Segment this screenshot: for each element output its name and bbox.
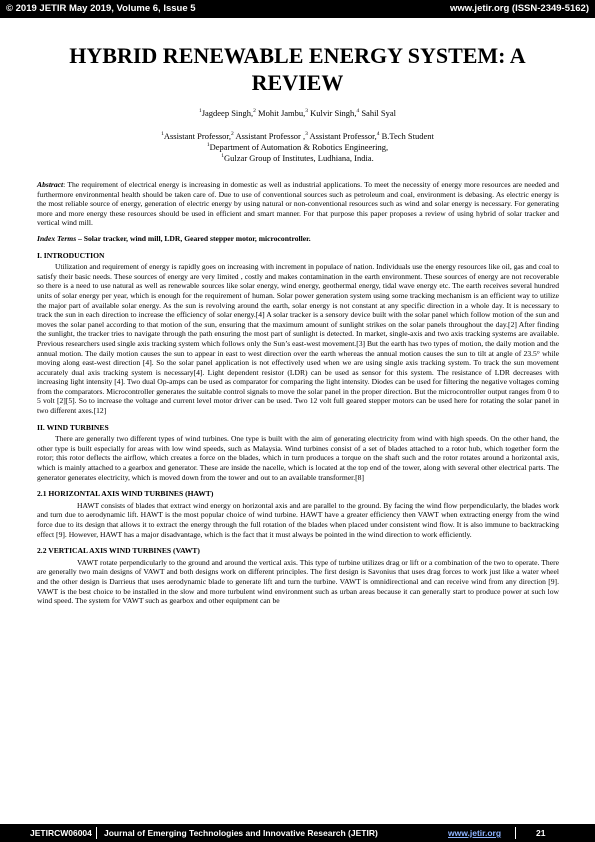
section-heading-vawt: 2.2 VERTICAL AXIS WIND TURBINES (VAWT) xyxy=(37,546,200,556)
abstract-label: Abstract xyxy=(37,180,64,189)
affiliation-marker: 1 xyxy=(161,131,164,138)
abstract: Abstract: The requirement of electrical energy is increasing in domestic as well as industrial applications. To meet the necessity of energy more resources are needed and furthermore environmental health should be taken care of. Due to use of conventional sources such as petroleum and coal, environment is debasing. As electric energy is the most reliable source of energy, generation of electric energy by using natural or non-conventional resources such as wind and solar energy is necessary. For generating more and more energy these resources should be used in efficient and smart manner. For that purpose this paper proposes a review of using hybrid of solar tracker and vertical wind mill. xyxy=(37,180,559,228)
affiliation-marker: 3 xyxy=(305,131,308,138)
section-heading-hawt: 2.1 HORIZONTAL AXIS WIND TURBINES (HAWT) xyxy=(37,489,214,499)
section-text-hawt: HAWT consists of blades that extract wind energy on horizontal axis and are parallel to the ground. By facing the wind flow perpendicularly, the blades work and turn due to aerodynamic lift. HAWT is the most popular choice of wind turbine. HAWT have a greater efficiency then VAWT when extracting energy from the wind force due to its design that allows it to extract the energy through the full rotation of the blades when placed under consistent wind flow. It is also immune to backtracking effect [9]. However, HAWT has a major disadvantage, which is the fact that it must always be pointed in the wind direction to work efficiently. xyxy=(37,500,559,539)
index-terms xyxy=(37,234,559,244)
page-number: 21 xyxy=(536,828,546,838)
index-terms-text: Solar tracker, wind mill, LDR, Geared stepper motor, microcontroller. xyxy=(83,233,311,243)
author-position: Assistant Professor xyxy=(233,131,303,141)
page-footer-bar xyxy=(0,824,595,842)
abstract-text: The requirement of electrical energy is increasing in domestic as well as industrial applications. To meet the necessity of energy more resources are needed and furthermore environmental health should be taken care of. Due to use of conventional sources such as petroleum and coal, environment is debasing. As electric energy is the most reliable source of energy, generation of electric energy by using natural or non-conventional resources such as wind and solar energy is necessary. For generating more and more energy these resources should be used in efficient and smart manner. For that purpose this paper proposes a review of using hybrid of solar tracker and vertical wind mill. xyxy=(37,180,559,228)
paper-title xyxy=(40,42,555,96)
footer-journal-name: Journal of Emerging Technologies and Innovative Research (JETIR) xyxy=(104,828,378,838)
header-journal-site: www.jetir.org (ISSN-2349-5162) xyxy=(449,3,589,14)
author-name: Kulvir Singh xyxy=(308,108,355,118)
section-text-vawt: VAWT rotate perpendicularly to the ground and around the vertical axis. This type of turbine utilizes drag or lift or a combination of the two to operate. There are generally two main designs of VAWT and both designs work on different principles. The first design is Savonius that uses drag forces to work just like a water wheel and the other design is Darrieus that uses aerodynamic blade to generate lift and turn the turbine. VAWT is omnidirectional and can receive wind from any direction [9]. VAWT is the best choice to be installed in the slow and more turbulent wind environment such as urban areas because it can generally start to produce power at such low wind speed. The system for VAWT such as gearbox and other equipment can be xyxy=(37,557,559,606)
paper-title-line1: HYBRID RENEWABLE ENERGY SYSTEM: A xyxy=(69,43,526,68)
section-heading-wind-turbines: II. WIND TURBINES xyxy=(37,422,109,432)
footer-paper-code: JETIRCW06004 xyxy=(30,828,92,838)
affiliation-marker: 1 xyxy=(198,108,202,115)
affiliation-marker: 2 xyxy=(231,131,234,138)
affiliation-marker: 2 xyxy=(253,108,256,115)
paper-body xyxy=(37,180,559,606)
footer-separator xyxy=(96,827,97,839)
author-position: Assistant Professor xyxy=(163,131,229,141)
section-text-wind-turbines: There are generally two different types of wind turbines. One type is built with the aim of generating electricity from wind with high speeds. On the other hand, the other type is built especially for areas with low wind speeds, such as Malaysia. Wind turbines consist of a set of blades attached to a rotor hub, which together form the rotor; this rotor deflects the airflow, which creates a force on the blades, which in turn produces a torque on the shaft such and the rotor rotates around a horizontal axis, which is mainly attached to a gearbox and generator. These are inside the nacelle, which is located at the top end of the tower, along with several other electrical parts. The generator generates electricity, which is moved down from the tower and out to an available transformer.[8] xyxy=(37,434,559,482)
section-heading-introduction: I. INTRODUCTION xyxy=(37,250,105,260)
paper-title-line2: REVIEW xyxy=(251,70,344,95)
author-institution: $^1$Gulzar Group of Institutes, Ludhiana, India. xyxy=(221,153,374,163)
author-position: B.Tech Student xyxy=(379,131,434,141)
author-positions: $^1$Assistant Professor,$^2$ Assistant Professor ,$^3$ Assistant Professor,$^4$ B.Tech Student xyxy=(161,131,434,141)
author-department: $^1$Department of Automation & Robotics Engineering, xyxy=(206,142,389,152)
institution-text: Gulzar Group of Institutes, Ludhiana, India. xyxy=(224,153,374,163)
affiliation-marker: 4 xyxy=(356,108,360,115)
page-header-bar xyxy=(0,0,595,18)
author-position: Assistant Professor xyxy=(307,131,375,141)
footer-journal-link[interactable]: www.jetir.org xyxy=(448,828,502,838)
index-terms-label: Index Terms – xyxy=(37,233,82,243)
footer-separator xyxy=(515,827,516,839)
header-issue-info: © 2019 JETIR May 2019, Volume 6, Issue 5 xyxy=(6,3,196,14)
affiliation-marker: 4 xyxy=(376,131,380,138)
author-name: Mohit Jambu xyxy=(255,108,304,118)
author-name: Jagdeep Singh xyxy=(201,108,252,118)
department-text: Department of Automation & Robotics Engineering, xyxy=(209,142,389,152)
author-list: $^1$Jagdeep Singh,$^2$ Mohit Jambu,$^3$ Kulvir Singh,$^4$ Sahil Syal xyxy=(198,108,397,118)
section-text-introduction: Utilization and requirement of energy is rapidly goes on increasing with increment in populace of nation. Individuals use the energy resources like oil, gas and coal to satisfy their basic needs. These sources of energy are very limited , costly and makes contamination in the earth environment. These sources of energy are not recoverable so there is a need to use natural as well as renewable sources like solar energy, wind energy, geothermal energy, tidal wave energy etc. The earth receives several hundred units of solar energy per year, which is enough for the requirement of human. Solar power generation system using some tracking mechanism is an efficient way to utilize the major part of available solar energy. As the sun is revolving around the earth, solar energy is not constant at any specific direction in a whole day. It is necessary to track the sun in each direction to increase the efficiency of solar energy.[4] A solar tracker is a sensory device built with the solar panel which follow motion of the sun and moves the solar panel according to that motion of the sun, ensuring that the maximum amount of sunlight strikes on the solar panels throughout the day.[2] After finding the sunlight, the tracker tries to navigate through the path ensuring the most part of sunlight is detected. In market, single-axis and two axis tracking systems are available. Previous researchers used single axis tracking system which follows only the Sun’s east-west movement.[3] But the earth has two types of motion, the daily motion and the annual motion. The daily motion causes the sun to appear in east to west direction over the earth whereas the annual motion causes the sun to tilt at angle of 23.5° while moving along east-west direction [4]. So the solar panel application is not effectively used when we are using single axis tracking system. To track the sun movement accurately dual axis tracking system is necessary[4]. Light dependent resistor (LDR) can be used as sensor for this system. The resistance of LDR decreases with increasing light intensity [4]. Two dual Op-amps can be used as comparator for comparing the light intensity. Diodes can be used for filtering the negative voltages coming from the comparators. Microcontroller generates the suitable control signals to move the solar panel in the proper direction. But the microcontroller output ranges from 0 to 5 volt [2][5]. So to increase the voltage and current level motor driver can be used. Two 12 volt full geared stepper motors can be used here for rotating the solar panel in two different axes.[12] xyxy=(37,262,559,416)
affiliation-marker: 3 xyxy=(305,108,309,115)
author-name: Sahil Syal xyxy=(359,108,397,118)
